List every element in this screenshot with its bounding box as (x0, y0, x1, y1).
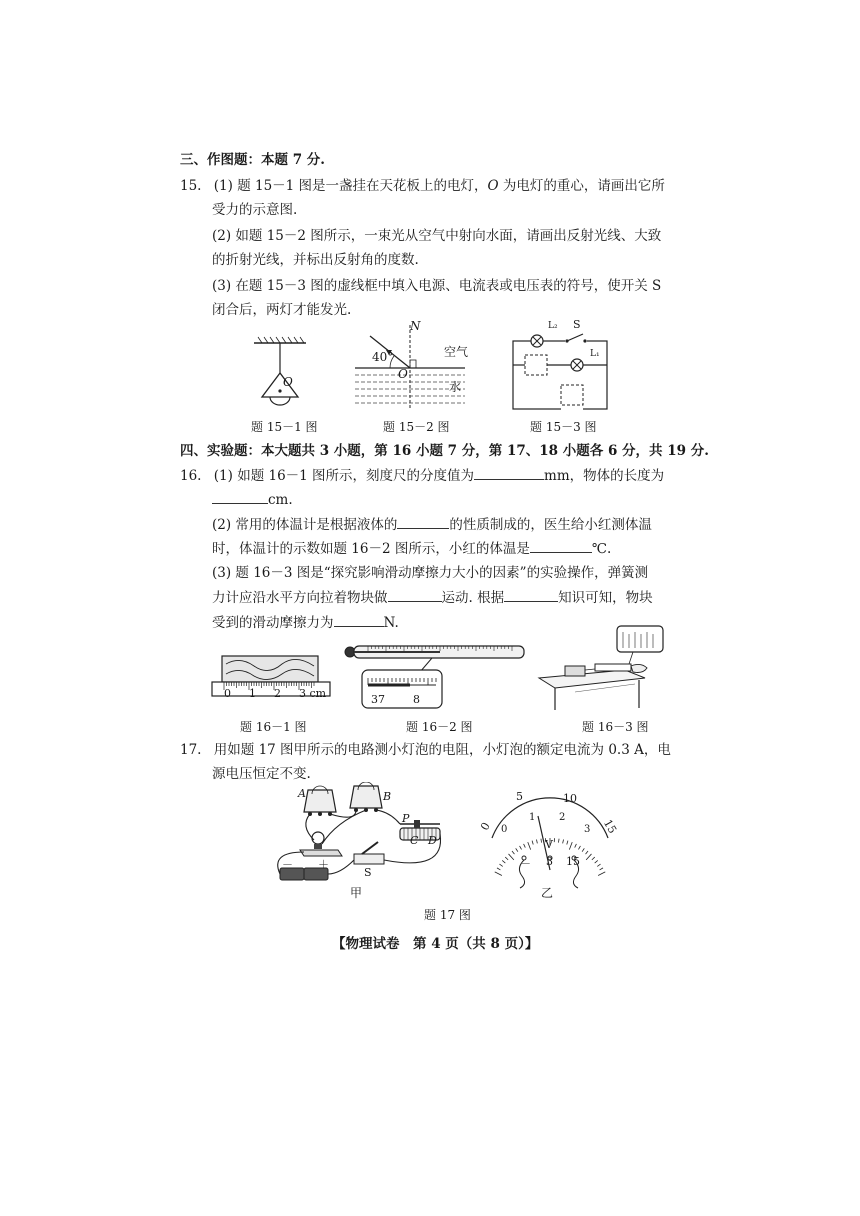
terminal-c-label: C (410, 834, 419, 847)
terminal-3-label: 3 (546, 855, 553, 868)
tick-mark (597, 864, 600, 866)
q16-p2-text-a: (2) 常用的体温计是根据液体的 (212, 517, 398, 533)
fig17-caption: 题 17 图 (424, 908, 471, 922)
fig16-1-caption: 题 16－1 图 (240, 720, 307, 734)
tick-mark (532, 841, 533, 845)
tick-mark (586, 854, 591, 860)
ruler-tick-3: 3 cm (299, 687, 327, 700)
dial-outer-10: 10 (563, 792, 577, 805)
meter-v-label: V (545, 838, 553, 851)
answer-blank-friction[interactable] (334, 612, 384, 627)
q16-part3-line1: (3) 题 16－3 图是“探究影响滑动摩擦力大小的因素”的实验操作，弹簧测 (212, 565, 649, 581)
ruler-tick-0: 0 (224, 687, 231, 700)
q16-part3-line2 (212, 587, 653, 608)
dial-inner-1: 1 (529, 812, 536, 823)
tick-mark (528, 842, 531, 849)
section3-heading: 三、作图题：本题 7 分. (180, 152, 325, 168)
battery-plus-label: ＋ (318, 858, 329, 871)
q17-number: 17. (180, 742, 202, 758)
friction-setup-figure (535, 622, 665, 714)
tick-mark (536, 839, 537, 843)
tick-mark (586, 851, 588, 854)
normal-label-n: N (410, 319, 421, 333)
dial-outer-0: 0 (478, 820, 493, 833)
ruler-tick-2: 2 (274, 687, 281, 700)
circuit-jia-figure (270, 782, 450, 886)
q16-p3-text-d: 知识可知，物块 (558, 590, 653, 606)
q15-part1-line1 (180, 176, 665, 196)
angle-label: 40° (372, 350, 394, 364)
slider-p-label: P (402, 812, 410, 825)
water-label: 水 (449, 380, 462, 394)
q15-part2-line1: (2) 如题 15－2 图所示，一束光从空气中射向水面，请画出反射光线、大致 (212, 228, 662, 244)
q16-p1-text-a: (1) 如题 16－1 图所示，刻度尺的分度值为 (213, 468, 475, 484)
answer-blank-division[interactable] (474, 465, 544, 480)
terminal-15-label: 15 (566, 855, 580, 868)
fig16-2-caption: 题 16－2 图 (406, 720, 473, 734)
q15-part1-line2: 受力的示意图. (212, 202, 298, 218)
tick-mark (520, 846, 522, 849)
q15-p1-o: O (487, 178, 499, 194)
fig16-3-caption: 题 16－3 图 (582, 720, 649, 734)
tick-mark (595, 860, 598, 863)
lamp-l2-label: L₂ (548, 321, 558, 331)
thermometer-figure (340, 640, 530, 712)
q16-p3-text-f: N. (383, 615, 399, 631)
q17-line1 (180, 740, 671, 760)
dial-outer-15: 15 (600, 817, 620, 836)
answer-blank-motion[interactable] (388, 587, 442, 602)
light-refraction-figure (350, 320, 470, 415)
answer-blank-knowledge[interactable] (504, 587, 558, 602)
tick-mark (598, 872, 605, 876)
q16-part1-line1 (180, 465, 664, 486)
ruler-tick-1: 1 (249, 687, 256, 700)
q15-number: 15. (180, 178, 202, 194)
thermo-reading-8: 8 (413, 693, 420, 706)
answer-blank-length[interactable] (212, 489, 268, 504)
dial-inner-0: 0 (501, 824, 508, 835)
tick-mark (497, 868, 500, 870)
q16-part1-line2 (212, 489, 293, 510)
switch-s-label: S (573, 318, 581, 331)
q15-part3-line1: (3) 在题 15－3 图的虚线框中填入电源、电流表或电压表的符号，使开关 S (212, 278, 662, 294)
q16-p3-text-c: 运动. 根据 (441, 590, 505, 606)
q17-text-1: 用如题 17 图甲所示的电路测小灯泡的电阻，小灯泡的额定电流为 0.3 A，电 (213, 742, 671, 758)
lamp-figure (250, 335, 310, 410)
fig15-2-caption: 题 15－2 图 (383, 420, 450, 434)
q16-number: 16. (180, 468, 202, 484)
q15-part3-line2: 闭合后，两灯才能发光. (212, 302, 352, 318)
fig15-1-caption: 题 15－1 图 (251, 420, 318, 434)
thermo-reading-37: 37 (371, 693, 385, 706)
q16-p2-text-d: ℃. (591, 541, 612, 557)
q15-p1-text: (1) 题 15－1 图是一盏挂在天花板上的电灯， (213, 178, 488, 194)
q16-part2-line1 (212, 514, 652, 535)
jia-label: 甲 (350, 886, 363, 900)
tick-mark (541, 839, 542, 843)
q17-line2: 源电压恒定不变. (212, 766, 311, 782)
answer-blank-property[interactable] (397, 514, 449, 529)
dial-inner-2: 2 (559, 812, 566, 823)
q16-part3-line3 (212, 612, 399, 633)
lamp-l1-label: L₁ (590, 349, 600, 359)
tick-mark (524, 844, 526, 848)
section4-heading: 四、实验题：本大题共 3 小题，第 16 小题 7 分，第 17、18 小题各 6 分，共 19 分. (180, 443, 709, 459)
terminal-minus-label: － (520, 857, 531, 870)
q15-p1-text-b: 为电灯的重心，请画出它所 (498, 178, 665, 194)
fig15-3-caption: 题 15－3 图 (530, 420, 597, 434)
q16-p2-text-c: 时，体温计的示数如题 16－2 图所示，小红的体温是 (212, 541, 530, 557)
q16-p1-text-c: cm. (268, 492, 293, 508)
tick-mark (567, 841, 568, 845)
tick-mark (600, 868, 603, 870)
q16-part2-line2 (212, 538, 611, 559)
dial-inner-3: 3 (584, 824, 591, 835)
meter-b-label: B (383, 790, 392, 803)
q15-part2-line2: 的折射光线，并标出反射角的度数. (212, 252, 419, 268)
tick-mark (509, 854, 514, 860)
tick-mark (575, 844, 577, 848)
q16-p1-text-b: mm，物体的长度为 (544, 468, 665, 484)
tick-mark (505, 857, 508, 860)
incidence-point-o: O (398, 367, 408, 381)
switch-s-label-17: S (364, 866, 372, 879)
tick-mark (569, 842, 572, 849)
tick-mark (558, 839, 559, 843)
tick-mark (499, 864, 502, 866)
tick-mark (592, 857, 595, 860)
dial-outer-5: 5 (516, 790, 523, 803)
q16-p2-text-b: 的性质制成的，医生给小红测体温 (449, 517, 652, 533)
circuit-figure-15-3 (505, 325, 615, 415)
page-footer: 【物理试卷 第 4 页（共 8 页）】 (332, 936, 539, 952)
yi-label: 乙 (541, 886, 554, 900)
tick-mark (578, 846, 580, 849)
answer-blank-temperature[interactable] (530, 538, 592, 553)
q16-p3-text-b: 力计应沿水平方向拉着物块做 (212, 590, 388, 606)
tick-mark (563, 839, 564, 843)
tick-mark (512, 851, 514, 854)
tick-mark (582, 848, 584, 851)
lamp-label-o: O (283, 375, 293, 389)
terminal-d-label: D (428, 834, 437, 847)
tick-mark (516, 848, 518, 851)
air-label: 空气 (444, 345, 469, 359)
meter-a-label: A (298, 787, 306, 800)
tick-mark (495, 872, 502, 876)
tick-mark (502, 860, 505, 863)
q16-p3-text-e: 受到的滑动摩擦力为 (212, 615, 334, 631)
battery-minus-label: － (282, 858, 293, 871)
